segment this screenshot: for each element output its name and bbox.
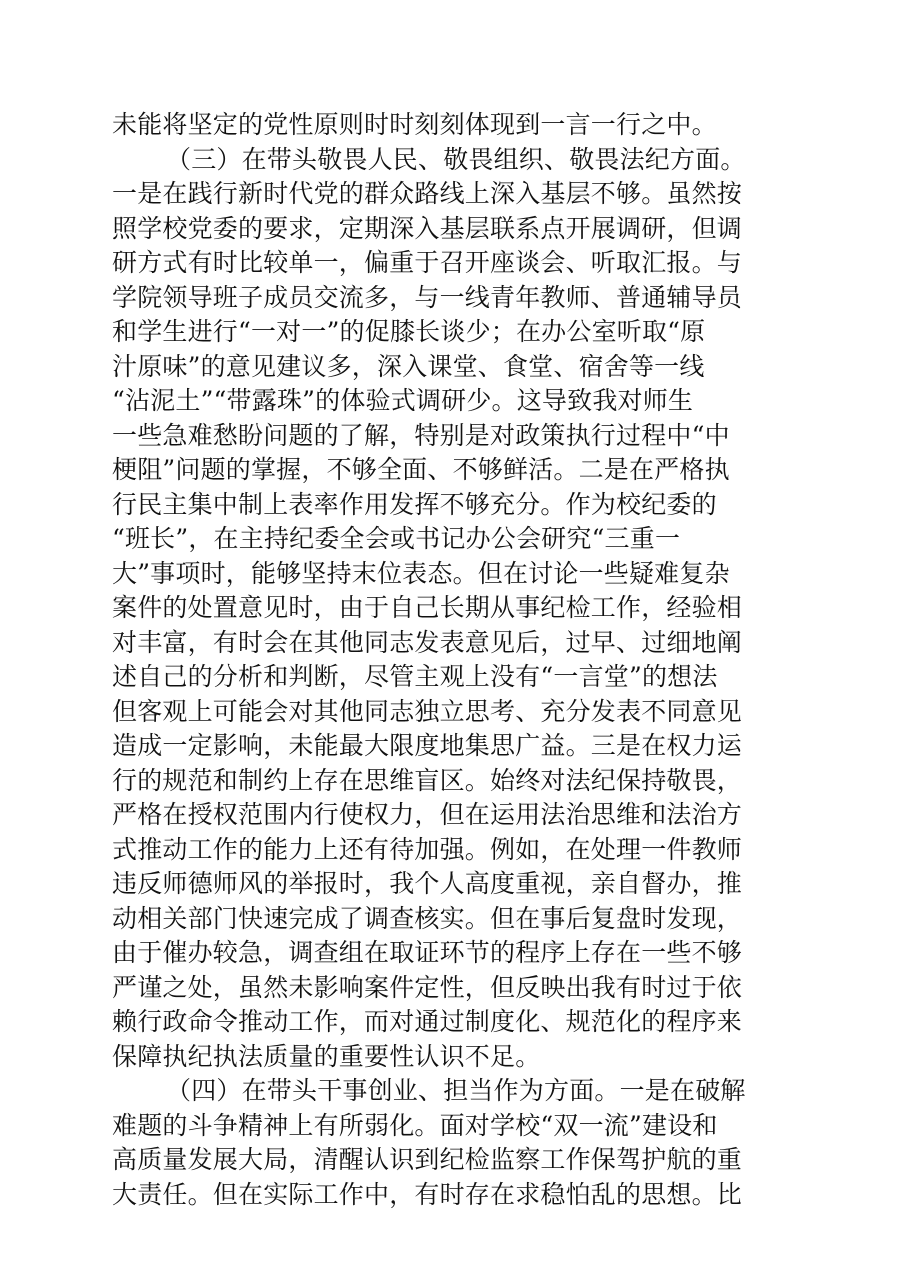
text-line: 行的规范和制约上存在思维盲区。始终对法纪保持敬畏， [112,765,743,795]
text-line: 严格在授权范围内行使权力，但在运用法治思维和法治方 [112,800,743,829]
section-heading-4: （四）在带头干事创业、担当作为方面。一是在破解 [166,1076,746,1105]
text-line: 造成一定影响，未能最大限度地集思广益。三是在权力运 [112,731,743,760]
text-line: “班长”，在主持纪委全会或书记办公会研究“三重一 [112,524,681,553]
text-line: 高质量发展大局，清醒认识到纪检监察工作保驾护航的重 [112,1145,743,1174]
text-line: 梗阻”问题的掌握，不够全面、不够鲜活。二是在严格执 [112,455,730,484]
body-text [112,108,798,1212]
text-line: 案件的处置意见时，由于自己长期从事纪检工作，经验相 [112,593,743,622]
text-line: 大责任。但在实际工作中，有时存在求稳怕乱的思想。比 [112,1179,743,1209]
text-line: 研方式有时比较单一，偏重于召开座谈会、听取汇报。与 [112,248,743,277]
text-line: 一些急难愁盼问题的了解，特别是对政策执行过程中“中 [112,420,730,450]
text-line: 式推动工作的能力上还有待加强。例如，在处理一件教师 [112,834,743,864]
text-line: 未能将坚定的党性原则时时刻刻体现到一言一行之中。 [112,110,717,139]
text-line: 动相关部门快速完成了调查核实。但在事后复盘时发现， [112,903,743,933]
text-line: 学院领导班子成员交流多，与一线青年教师、普通辅导员 [112,282,743,312]
text-line: 违反师德师风的举报时，我个人高度重视，亲自督办，推 [112,869,743,898]
text-line: 一是在践行新时代党的群众路线上深入基层不够。虽然按 [112,179,743,208]
text-line: 赖行政命令推动工作，而对通过制度化、规范化的程序来 [112,1007,743,1036]
text-line: 严谨之处，虽然未影响案件定性，但反映出我有时过于依 [112,972,743,1002]
text-line: 但客观上可能会对其他同志独立思考、充分发表不同意见 [112,696,743,726]
text-line: 保障执纪执法质量的重要性认识不足。 [112,1041,541,1071]
text-line: 大”事项时，能够坚持末位表态。但在讨论一些疑难复杂 [112,558,730,588]
text-line: 对丰富，有时会在其他同志发表意见后，过早、过细地阐 [112,627,743,657]
text-line: 难题的斗争精神上有所弱化。面对学校“双一流”建设和 [112,1110,718,1140]
text-line: 由于催办较急，调查组在取证环节的程序上存在一些不够 [112,938,743,967]
text-line: 照学校党委的要求，定期深入基层联系点开展调研，但调 [112,213,743,243]
text-line: 汁原味”的意见建议多，深入课堂、食堂、宿舍等一线 [112,351,705,381]
text-line: “沾泥土”“带露珠”的体验式调研少。这导致我对师生 [112,386,694,415]
section-heading-3: （三）在带头敬畏人民、敬畏组织、敬畏法纪方面。 [166,144,746,174]
text-line: 和学生进行“一对一”的促膝长谈少；在办公室听取“原 [112,317,706,346]
text-line: 述自己的分析和判断，尽管主观上没有“一言堂”的想法 [112,662,718,691]
text-line: 行民主集中制上表率作用发挥不够充分。作为校纪委的 [112,489,717,519]
